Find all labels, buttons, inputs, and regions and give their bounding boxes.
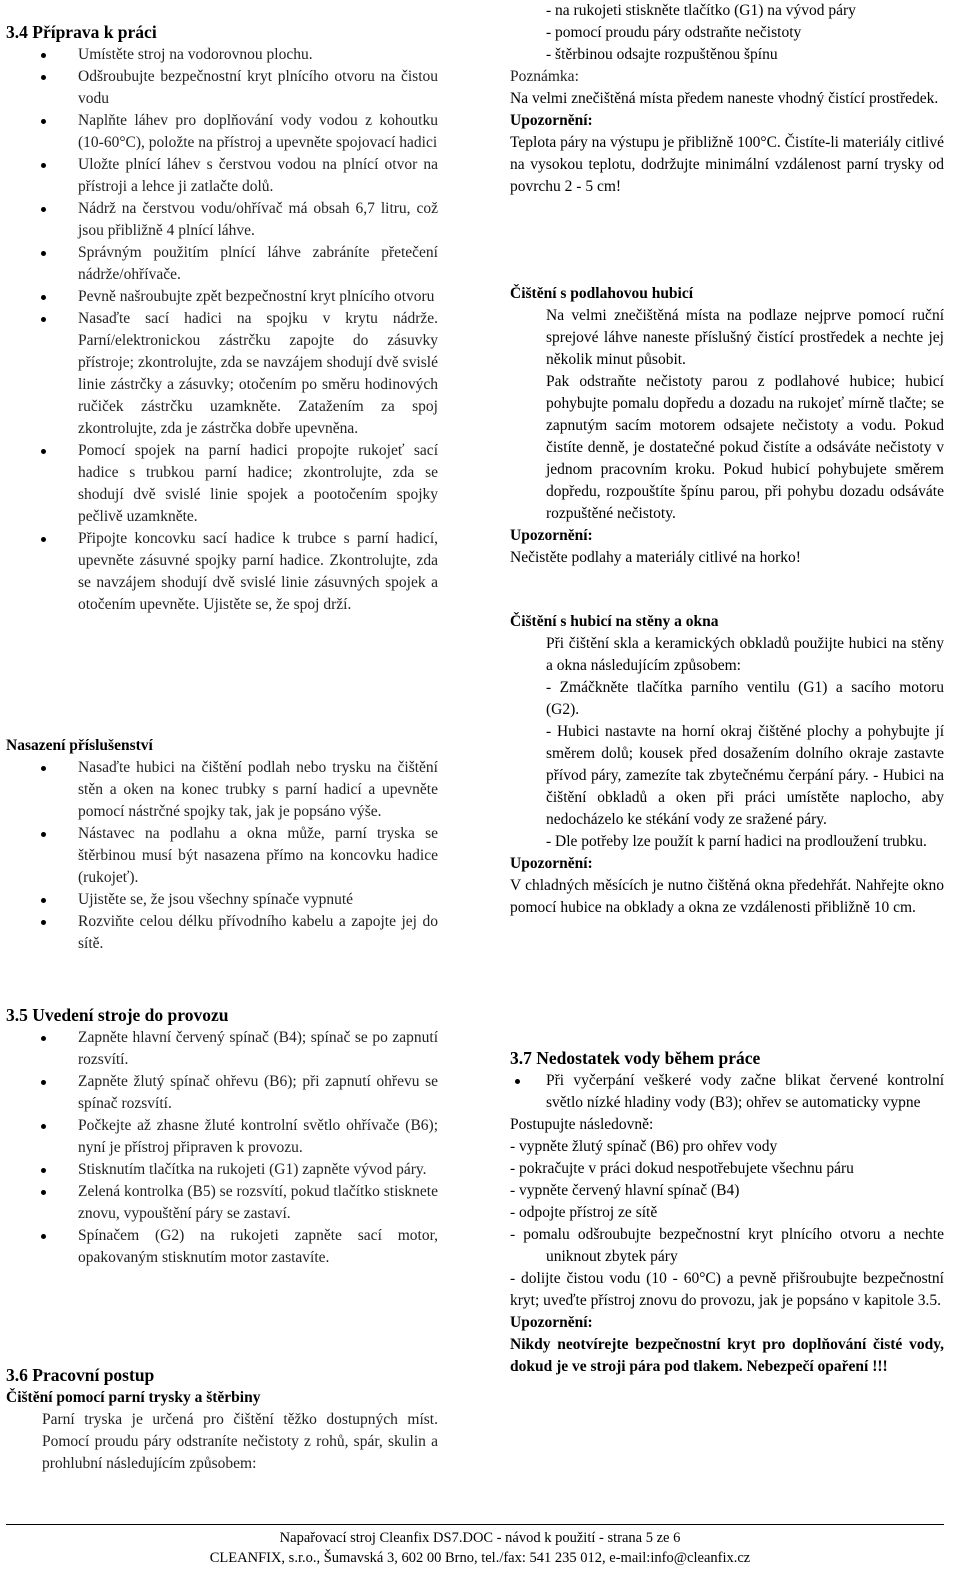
warning-text: Teplota páry na výstupu je přibližně 100°C. Čistíte-li materiály citlivé na vysokou teplotu, dodržujte minimální vzdálenost parní trysky od povrchu 2 - 5 cm! [510,134,944,195]
section-subtitle: Čištění s podlahovou hubicí [510,285,694,302]
list-item: Odšroubujte bezpečnostní kryt plnícího otvoru na čistou vodu [6,66,438,110]
list-item: Naplňte láhev pro doplňování vody vodou z kohoutku (10-60°C), položte na přístroj a upevněte spojovací hadici [6,110,438,154]
step-line: - odpojte přístroj ze sítě [510,1204,658,1221]
paragraph: - Zmáčkněte tlačítka parního ventilu (G1) a sacího motoru (G2). [546,679,944,718]
section-title: 3.7 Nedostatek vody během práce [510,1048,761,1068]
step-line: - pomocí proudu páry odstraňte nečistoty [546,24,802,41]
list-item: Nádrž na čerstvou vodu/ohřívač má obsah 6,7 litru, což jsou přibližně 4 plnící láhve. [6,198,438,242]
accessories-section [6,735,438,955]
section-3-4 [6,20,438,616]
list-item: Pomocí spojek na parní hadici propojte rukojeť sací hadice s trubkou parní hadice; zkontrolujte, zda se shodují dvě svislé linie spojek a pootočením spojky pečlivě uzamkněte. [6,440,438,528]
paragraph: - Dle potřeby lze použít k parní hadici na prodloužení trubku. [546,833,927,850]
refill-text: - dolijte čistou vodu (10 - 60°C) a pevně přišroubujte bezpečnostní kryt; uveďte přístroj znovu do provozu, jak je popsáno v kapitole 3.5. [510,1270,944,1309]
warning-label: Upozornění: [510,112,593,129]
final-warning: Nikdy neotvírejte bezpečnostní kryt pro doplňování čisté vody, dokud je ve stroji pára pod tlakem. Nebezpečí opaření !!! [510,1336,944,1375]
list-item: Pevně našroubujte zpět bezpečnostní kryt plnícího otvoru [6,286,438,308]
note-label: Poznámka: [510,68,579,85]
list-item: Nasaďte hubici na čištění podlah nebo trysku na čištění stěn a oken na konec trubky s parní hadicí a upevněte pomocí nástrčné spojky tak, jak je popsáno výše. [6,757,438,823]
window-nozzle-section [510,611,944,919]
step-line: - pomalu odšroubujte bezpečnostní kryt plnícího otvoru a nechte uniknout zbytek páry [510,1226,944,1265]
step-line: - štěrbinou odsajte rozpuštěnou špínu [546,46,778,63]
warning-label: Upozornění: [510,527,593,544]
section-subtitle: Nasazení příslušenství [6,737,153,754]
list-item: Spínačem (G2) na rukojeti zapněte sací motor, opakovaným stisknutím motor zastavíte. [6,1225,438,1269]
startup-list [6,1027,438,1269]
list-item: Uložte plnící láhev s čerstvou vodou na plnící otvor na přístroji a lehce ji zatlačte dolů. [6,154,438,198]
list-item: Ujistěte se, že jsou všechny spínače vypnuté [6,889,438,911]
footer-divider [6,1524,944,1525]
step-line: - pokračujte v práci dokud nespotřebujete všechnu páru [510,1160,854,1177]
floor-nozzle-section [510,283,944,569]
list-item: Počkejte až zhasne žluté kontrolní světlo ohřívače (B6); nyní je přístroj připraven k provozu. [6,1115,438,1159]
section-subtitle: Čištění pomocí parní trysky a štěrbiny [6,1389,261,1406]
paragraph: Parní tryska je určená pro čištění těžko dostupných míst. Pomocí proudu páry odstraníte nečistoty z rohů, spár, skulin a prohlubní následujícím způsobem: [42,1411,438,1472]
list-item: Zapněte žlutý spínač ohřevu (B6); při zapnutí ohřevu se spínač rozsvítí. [6,1071,438,1115]
step-line: - na rukojeti stiskněte tlačítko (G1) na vývod páry [546,2,856,19]
section-3-6 [6,1363,438,1475]
note-text: Na velmi znečištěná místa předem naneste vhodný čistící prostředek. [510,90,939,107]
preparation-list [6,44,438,616]
water-shortage-list [510,1070,944,1114]
warning-label: Upozornění: [510,855,593,872]
section-subtitle: Čištění s hubicí na stěny a okna [510,613,719,630]
step-line: - vypněte červený hlavní spínač (B4) [510,1182,740,1199]
list-item: Správným použitím plnící láhve zabráníte přetečení nádrže/ohřívače. [6,242,438,286]
footer-line-2: CLEANFIX, s.r.o., Šumavská 3, 602 00 Brno, tel./fax: 541 235 012, e-mail:info@cleanfix.cz [209,1550,751,1566]
procedure-label: Postupujte následovně: [510,1116,654,1133]
paragraph: - Hubici nastavte na horní okraj čištěné plochy a pohybujte jí směrem dolů; kousek před dosažením dolního okraje zastavte přívod páry, zamezíte tak zbytečnému čerpání páry. - Hubici na čištění obkladů a oken při práci umístěte naplocho, aby nedocházelo ke stékání vody ze sražené páry. [546,723,944,828]
list-item: Stisknutím tlačítka na rukojeti (G1) zapněte vývod páry. [6,1159,438,1181]
list-item: Nástavec na podlahu a okna může, parní tryska se štěrbinou musí být nasazena přímo na koncovku hadice (rukojeť). [6,823,438,889]
section-title: 3.6 Pracovní postup [6,1365,155,1385]
accessories-list [6,757,438,955]
warning-label: Upozornění: [510,1314,593,1331]
footer-line-1: Napařovací stroj Cleanfix DS7.DOC - návod k použití - strana 5 ze 6 [279,1530,681,1546]
list-item: Rozviňte celou délku přívodního kabelu a zapojte jej do sítě. [6,911,438,955]
paragraph: Při čištění skla a keramických obkladů použijte hubici na stěny a okna následujícím způsobem: [546,635,944,674]
list-item: Připojte koncovku sací hadice k trubce s parní hadicí, upevněte zásuvné spojky parní hadice. Zkontrolujte, zda se navzájem shodují dvě svislé linie zásuvných spojek a otočením upevněte. Ujistěte se, že spoj drží. [6,528,438,616]
list-item: Zelená kontrolka (B5) se rozsvítí, pokud tlačítko stisknete znovu, vypouštění páry se zastaví. [6,1181,438,1225]
section-3-5 [6,1003,438,1269]
nozzle-steps [510,0,944,198]
paragraph: Na velmi znečištěná místa na podlaze nejprve pomocí ruční sprejové láhve naneste příslušný čistící prostředek a nechte jej několik minut působit. [546,307,944,368]
list-item: Umístěte stroj na vodorovnou plochu. [6,44,438,66]
section-title: 3.4 Příprava k práci [6,22,157,42]
list-item: Při vyčerpání veškeré vody začne blikat červené kontrolní světlo nízké hladiny vody (B3); ohřev se automaticky vypne [510,1070,944,1114]
paragraph: Pak odstraňte nečistoty parou z podlahové hubice; hubicí pohybujte pomalu dopředu a dozadu na rukojeť mírně tlačte; se zapnutým sacím motorem odsajete nečistoty a vodu. Pokud čistíte denně, je dostatečné pokud čistíte a odsáváte nečistoty v jednom pracovním kroku. Pokud hubicí pohybujete směrem dopředu, rozpouštíte špínu parou, při pohybu dozadu odsáváte rozpuštěné nečistoty. [546,373,944,522]
section-title: 3.5 Uvedení stroje do provozu [6,1005,229,1025]
step-line: - vypněte žlutý spínač (B6) pro ohřev vody [510,1138,778,1155]
list-item: Nasaďte sací hadici na spojku v krytu nádrže. Parní/elektronickou zástrčku zapojte do zásuvky přístroje; zkontrolujte, zda se navzájem shodují dvě svislé linie zástrčky a zásuvky; otočením po směru hodinových ručiček zástrčku uzamkněte. Zatažením za spoj zkontrolujte, zda je zástrčka dobře upevněna. [6,308,438,440]
warning-text: V chladných měsících je nutno čištěná okna předehřát. Nahřejte okno pomocí hubice na obklady a okna ze vzdálenosti přibližně 10 cm. [510,877,944,916]
warning-text: Nečistěte podlahy a materiály citlivé na horko! [510,549,801,566]
section-3-7 [510,1046,944,1378]
list-item: Zapněte hlavní červený spínač (B4); spínač se po zapnutí rozsvítí. [6,1027,438,1071]
